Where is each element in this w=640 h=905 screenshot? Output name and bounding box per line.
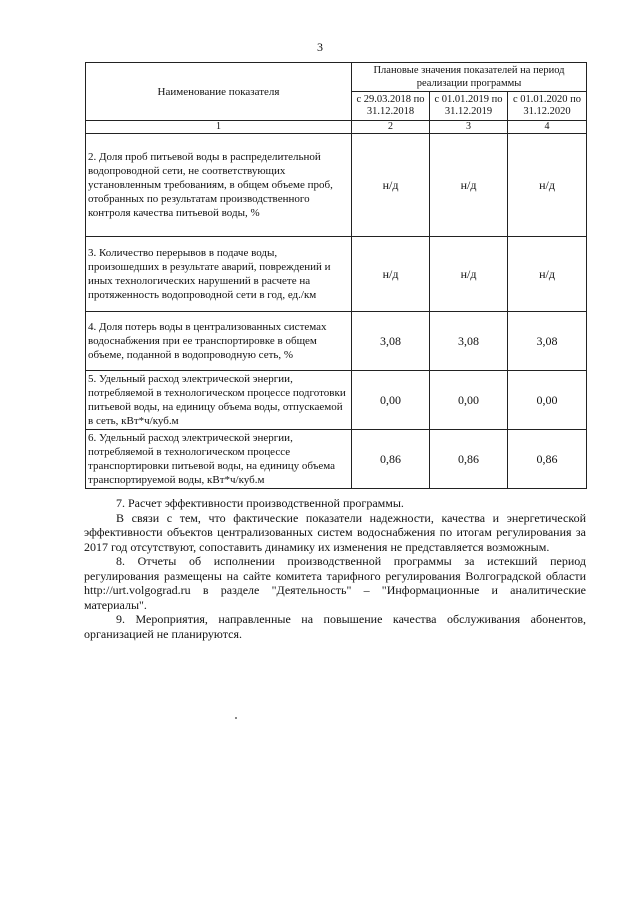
indicator-value: 0,86 [430,430,508,489]
table-row [86,134,587,237]
table-row [86,430,587,489]
indicator-value: 3,08 [352,312,430,371]
section-9: 9. Мероприятия, направленные на повышение качества обслуживания абонентов, организацией не планируются. [84,612,586,641]
indicator-value: н/д [508,237,587,312]
indicators-table [85,62,587,489]
indicator-value: н/д [430,237,508,312]
indicator-value: н/д [352,237,430,312]
indicator-value: н/д [508,134,587,237]
indicator-name: 3. Количество перерывов в подаче воды, произошедших в результате аварий, повреждений и иных технологических нарушений в расчете на протяженность водопроводной сети в год, ед./км [86,237,352,312]
indicator-value: 0,00 [352,371,430,430]
header-indicator-name: Наименование показателя [86,63,352,121]
section-8: 8. Отчеты об исполнении производственной программы за истекший период регулирования размещены на сайте комитета тарифного регулирования Волгоградской области http://urt.volgograd.ru в разделе "Деятельность" – "Информационные и аналитические материалы". [84,554,586,612]
indicator-name: 6. Удельный расход электрической энергии, потребляемой в технологическом процессе транспортировки питьевой воды, на единицу объема транспортируемой воды, кВт*ч/куб.м [86,430,352,489]
table-row [86,371,587,430]
table-row [86,312,587,371]
column-number: 2 [352,121,430,134]
indicator-name: 4. Доля потерь воды в централизованных системах водоснабжения при ее транспортировке в общем объеме, поданной в водопроводную сеть, % [86,312,352,371]
section-7-heading: 7. Расчет эффективности производственной программы. [116,496,404,510]
indicator-value: н/д [430,134,508,237]
indicator-value: 0,00 [430,371,508,430]
table-row [86,237,587,312]
indicator-value: 0,86 [508,430,587,489]
header-period-2020: с 01.01.2020 по 31.12.2020 [508,92,587,121]
indicator-value: 3,08 [430,312,508,371]
table-header-row [86,63,587,92]
column-numbers-row [86,121,587,134]
indicator-value: 0,86 [352,430,430,489]
column-number: 1 [86,121,352,134]
indicator-name: 5. Удельный расход электрической энергии, потребляемой в технологическом процессе подготовки питьевой воды, на единицу объема воды, отпускаемой в сеть, кВт*ч/куб.м [86,371,352,430]
header-period-2019: с 01.01.2019 по 31.12.2019 [430,92,508,121]
indicator-value: 3,08 [508,312,587,371]
column-number: 4 [508,121,587,134]
page-number: 3 [317,40,323,54]
header-plan-values: Плановые значения показателей на период реализации программы [352,63,587,92]
indicator-value: н/д [352,134,430,237]
column-number: 3 [430,121,508,134]
header-period-2018: с 29.03.2018 по 31.12.2018 [352,92,430,121]
indicator-value: 0,00 [508,371,587,430]
indicator-name: 2. Доля проб питьевой воды в распределительной водопроводной сети, не соответствующих установленным требованиям, в общем объеме проб, отобранных по результатам производственного контроля качества питьевой воды, % [86,134,352,237]
document-text [84,496,586,641]
scan-dot [235,717,237,719]
section-7-body: В связи с тем, что фактические показатели надежности, качества и энергетической эффективности объектов централизованных систем водоснабжения по итогам регулирования за 2017 год отсутствуют, сопоставить динамику их изменения не представляется возможным. [84,510,586,554]
